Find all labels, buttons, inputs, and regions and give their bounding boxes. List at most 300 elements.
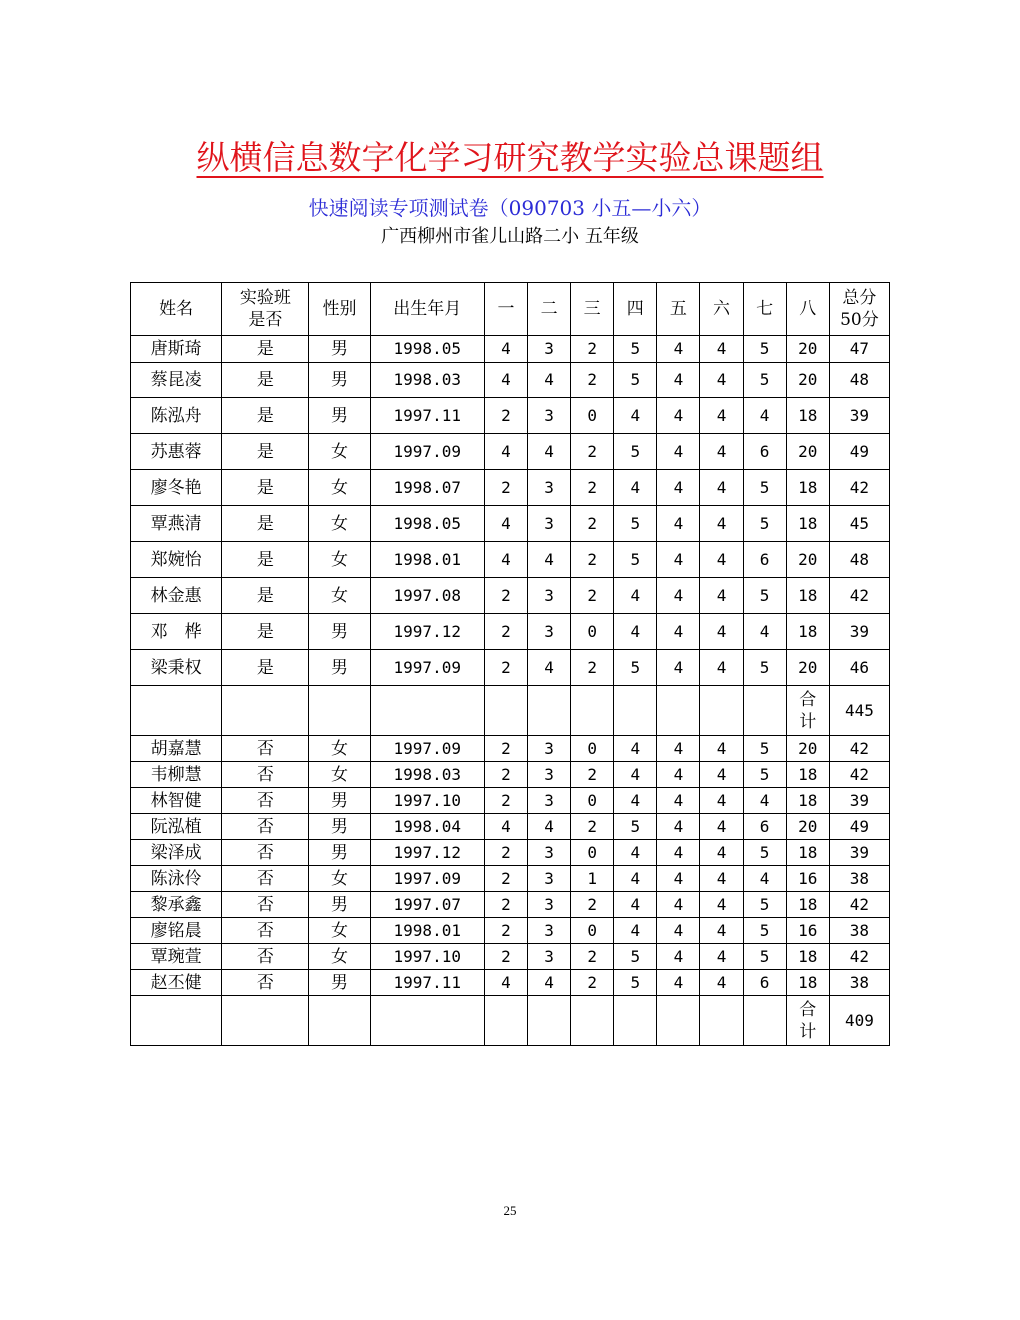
table-cell: 3 — [528, 918, 571, 944]
table-cell: 6 — [743, 814, 786, 840]
table-cell: 4 — [614, 578, 657, 614]
table-cell: 女 — [309, 506, 370, 542]
table-cell: 5 — [743, 840, 786, 866]
table-cell: 38 — [829, 866, 889, 892]
column-header: 一 — [484, 283, 527, 336]
table-row — [131, 336, 890, 363]
table-cell: 6 — [743, 542, 786, 578]
table-cell: 3 — [528, 892, 571, 918]
table-cell: 否 — [222, 892, 309, 918]
table-cell: 20 — [786, 736, 829, 762]
table-cell: 4 — [614, 788, 657, 814]
table-cell: 4 — [700, 434, 743, 470]
table-cell: 2 — [484, 840, 527, 866]
table-cell: 5 — [614, 650, 657, 686]
table-cell: 苏惠蓉 — [131, 434, 222, 470]
table-cell: 男 — [309, 892, 370, 918]
table-cell: 4 — [700, 542, 743, 578]
table-cell: 是 — [222, 434, 309, 470]
table-cell: 4 — [700, 866, 743, 892]
table-cell: 2 — [571, 336, 614, 363]
table-cell: 黎承鑫 — [131, 892, 222, 918]
table-cell: 女 — [309, 736, 370, 762]
table-cell: 4 — [700, 363, 743, 398]
table-cell: 3 — [528, 762, 571, 788]
total-row — [131, 686, 890, 736]
table-cell: 5 — [743, 363, 786, 398]
table-cell: 男 — [309, 336, 370, 363]
table-cell: 4 — [657, 542, 700, 578]
table-cell: 2 — [484, 944, 527, 970]
table-cell: 5 — [614, 506, 657, 542]
table-cell: 4 — [657, 736, 700, 762]
table-cell: 18 — [786, 578, 829, 614]
table-cell: 2 — [484, 788, 527, 814]
table-cell: 4 — [484, 363, 527, 398]
table-body — [131, 336, 890, 1046]
table-cell: 是 — [222, 363, 309, 398]
table-cell: 2 — [484, 398, 527, 434]
empty-cell — [700, 996, 743, 1046]
table-cell: 男 — [309, 650, 370, 686]
table-cell: 否 — [222, 944, 309, 970]
table-cell: 2 — [571, 542, 614, 578]
table-cell: 廖冬艳 — [131, 470, 222, 506]
table-cell: 2 — [484, 918, 527, 944]
table-cell: 赵丕健 — [131, 970, 222, 996]
table-cell: 胡嘉慧 — [131, 736, 222, 762]
empty-cell — [614, 686, 657, 736]
table-cell: 否 — [222, 788, 309, 814]
empty-cell — [222, 686, 309, 736]
table-cell: 是 — [222, 470, 309, 506]
table-cell: 女 — [309, 918, 370, 944]
page-number: 25 — [503, 1203, 517, 1218]
table-cell: 1997.09 — [370, 736, 484, 762]
table-cell: 蔡昆凌 — [131, 363, 222, 398]
table-cell: 女 — [309, 944, 370, 970]
table-cell: 2 — [571, 650, 614, 686]
table-cell: 陈泳伶 — [131, 866, 222, 892]
table-cell: 4 — [484, 814, 527, 840]
table-cell: 是 — [222, 650, 309, 686]
table-cell: 4 — [657, 650, 700, 686]
table-cell: 否 — [222, 970, 309, 996]
table-cell: 18 — [786, 788, 829, 814]
table-cell: 男 — [309, 614, 370, 650]
document-title: 纵横信息数字化学习研究教学实验总课题组 — [196, 138, 824, 177]
table-cell: 4 — [484, 542, 527, 578]
table-cell: 否 — [222, 814, 309, 840]
table-cell: 4 — [700, 970, 743, 996]
empty-cell — [571, 996, 614, 1046]
table-cell: 1997.10 — [370, 788, 484, 814]
table-cell: 42 — [829, 762, 889, 788]
empty-cell — [222, 996, 309, 1046]
table-cell: 3 — [528, 788, 571, 814]
table-cell: 3 — [528, 578, 571, 614]
table-row — [131, 944, 890, 970]
table-cell: 1998.05 — [370, 336, 484, 363]
table-cell: 2 — [484, 892, 527, 918]
table-cell: 男 — [309, 814, 370, 840]
empty-cell — [528, 996, 571, 1046]
table-cell: 20 — [786, 336, 829, 363]
table-cell: 2 — [571, 762, 614, 788]
column-header: 总分 50分 — [829, 283, 889, 336]
table-cell: 否 — [222, 866, 309, 892]
table-cell: 女 — [309, 434, 370, 470]
table-cell: 4 — [614, 866, 657, 892]
table-cell: 否 — [222, 736, 309, 762]
table-cell: 1998.07 — [370, 470, 484, 506]
table-cell: 39 — [829, 840, 889, 866]
table-cell: 16 — [786, 866, 829, 892]
table-cell: 是 — [222, 614, 309, 650]
table-cell: 4 — [657, 506, 700, 542]
column-header: 二 — [528, 283, 571, 336]
table-cell: 男 — [309, 840, 370, 866]
table-cell: 5 — [614, 363, 657, 398]
table-row — [131, 398, 890, 434]
table-cell: 1997.09 — [370, 650, 484, 686]
total-label: 合 计 — [786, 996, 829, 1046]
table-row — [131, 892, 890, 918]
table-cell: 5 — [614, 434, 657, 470]
table-cell: 18 — [786, 840, 829, 866]
table-cell: 49 — [829, 814, 889, 840]
table-cell: 2 — [484, 470, 527, 506]
total-value: 409 — [829, 996, 889, 1046]
empty-cell — [309, 686, 370, 736]
table-cell: 4 — [657, 892, 700, 918]
table-cell: 3 — [528, 944, 571, 970]
table-cell: 4 — [700, 944, 743, 970]
table-cell: 2 — [484, 650, 527, 686]
table-cell: 1998.03 — [370, 762, 484, 788]
table-cell: 1997.09 — [370, 866, 484, 892]
table-cell: 20 — [786, 434, 829, 470]
table-header-row — [131, 283, 890, 336]
table-cell: 5 — [743, 892, 786, 918]
empty-cell — [528, 686, 571, 736]
table-cell: 4 — [528, 363, 571, 398]
table-cell: 4 — [700, 578, 743, 614]
table-cell: 4 — [700, 506, 743, 542]
table-cell: 2 — [571, 434, 614, 470]
table-row — [131, 363, 890, 398]
table-cell: 3 — [528, 470, 571, 506]
table-cell: 阮泓植 — [131, 814, 222, 840]
table-cell: 女 — [309, 762, 370, 788]
table-cell: 2 — [571, 944, 614, 970]
table-cell: 女 — [309, 866, 370, 892]
table-cell: 4 — [657, 470, 700, 506]
column-header: 出生年月 — [370, 283, 484, 336]
table-cell: 4 — [700, 788, 743, 814]
table-cell: 39 — [829, 398, 889, 434]
column-header: 实验班 是否 — [222, 283, 309, 336]
table-cell: 16 — [786, 918, 829, 944]
table-cell: 4 — [528, 814, 571, 840]
table-cell: 4 — [528, 542, 571, 578]
empty-cell — [484, 686, 527, 736]
column-header: 七 — [743, 283, 786, 336]
table-cell: 2 — [571, 470, 614, 506]
table-cell: 4 — [657, 944, 700, 970]
table-cell: 0 — [571, 918, 614, 944]
table-cell: 5 — [743, 918, 786, 944]
empty-cell — [571, 686, 614, 736]
table-cell: 4 — [700, 814, 743, 840]
table-cell: 4 — [700, 840, 743, 866]
table-cell: 0 — [571, 840, 614, 866]
table-cell: 49 — [829, 434, 889, 470]
table-cell: 1 — [571, 866, 614, 892]
table-cell: 5 — [614, 336, 657, 363]
table-cell: 0 — [571, 398, 614, 434]
table-cell: 5 — [743, 762, 786, 788]
table-cell: 覃燕清 — [131, 506, 222, 542]
table-cell: 0 — [571, 736, 614, 762]
table-cell: 4 — [657, 918, 700, 944]
table-cell: 梁泽成 — [131, 840, 222, 866]
table-cell: 5 — [743, 944, 786, 970]
table-cell: 18 — [786, 614, 829, 650]
table-cell: 42 — [829, 892, 889, 918]
table-row — [131, 866, 890, 892]
table-cell: 4 — [700, 736, 743, 762]
table-cell: 1997.12 — [370, 614, 484, 650]
table-cell: 4 — [484, 336, 527, 363]
column-header: 三 — [571, 283, 614, 336]
table-cell: 2 — [571, 506, 614, 542]
table-cell: 5 — [614, 542, 657, 578]
table-cell: 39 — [829, 788, 889, 814]
table-cell: 5 — [614, 814, 657, 840]
table-cell: 2 — [484, 736, 527, 762]
table-cell: 4 — [528, 650, 571, 686]
table-cell: 6 — [743, 434, 786, 470]
score-table — [130, 282, 890, 1046]
table-cell: 1997.07 — [370, 892, 484, 918]
empty-cell — [131, 686, 222, 736]
table-cell: 3 — [528, 840, 571, 866]
table-cell: 42 — [829, 578, 889, 614]
table-cell: 42 — [829, 470, 889, 506]
table-cell: 是 — [222, 578, 309, 614]
table-row — [131, 788, 890, 814]
table-cell: 男 — [309, 970, 370, 996]
table-cell: 3 — [528, 506, 571, 542]
table-cell: 4 — [700, 398, 743, 434]
table-cell: 是 — [222, 398, 309, 434]
table-cell: 女 — [309, 542, 370, 578]
table-cell: 2 — [571, 892, 614, 918]
table-cell: 1998.01 — [370, 542, 484, 578]
table-cell: 4 — [614, 918, 657, 944]
table-cell: 4 — [743, 866, 786, 892]
table-cell: 48 — [829, 363, 889, 398]
table-cell: 4 — [614, 614, 657, 650]
table-cell: 20 — [786, 814, 829, 840]
table-cell: 5 — [743, 736, 786, 762]
table-cell: 5 — [743, 336, 786, 363]
table-cell: 2 — [484, 866, 527, 892]
table-cell: 38 — [829, 918, 889, 944]
column-header: 六 — [700, 283, 743, 336]
table-cell: 4 — [657, 814, 700, 840]
column-header: 四 — [614, 283, 657, 336]
table-cell: 4 — [657, 762, 700, 788]
table-cell: 4 — [484, 506, 527, 542]
table-cell: 4 — [657, 578, 700, 614]
table-cell: 5 — [614, 970, 657, 996]
column-header: 姓名 — [131, 283, 222, 336]
column-header: 八 — [786, 283, 829, 336]
table-cell: 4 — [743, 614, 786, 650]
table-cell: 廖铭晨 — [131, 918, 222, 944]
document-subtitle: 快速阅读专项测试卷（090703 小五—小六） — [308, 196, 712, 220]
table-cell: 女 — [309, 470, 370, 506]
empty-cell — [370, 686, 484, 736]
table-cell: 5 — [614, 944, 657, 970]
table-cell: 4 — [700, 470, 743, 506]
table-cell: 否 — [222, 762, 309, 788]
table-cell: 4 — [657, 970, 700, 996]
table-cell: 3 — [528, 398, 571, 434]
table-cell: 4 — [700, 918, 743, 944]
school-line: 广西柳州市雀儿山路二小 五年级 — [381, 226, 639, 247]
table-cell: 1997.10 — [370, 944, 484, 970]
table-cell: 2 — [571, 363, 614, 398]
table-cell: 3 — [528, 866, 571, 892]
table-cell: 5 — [743, 470, 786, 506]
table-cell: 4 — [743, 788, 786, 814]
table-cell: 2 — [484, 614, 527, 650]
table-cell: 4 — [528, 970, 571, 996]
table-cell: 39 — [829, 614, 889, 650]
table-cell: 18 — [786, 970, 829, 996]
table-cell: 1998.03 — [370, 363, 484, 398]
table-row — [131, 470, 890, 506]
table-cell: 18 — [786, 944, 829, 970]
table-cell: 4 — [484, 434, 527, 470]
table-cell: 20 — [786, 542, 829, 578]
table-row — [131, 840, 890, 866]
table-cell: 否 — [222, 840, 309, 866]
table-row — [131, 814, 890, 840]
table-cell: 5 — [743, 650, 786, 686]
table-cell: 4 — [700, 614, 743, 650]
empty-cell — [370, 996, 484, 1046]
table-cell: 女 — [309, 578, 370, 614]
table-cell: 2 — [571, 970, 614, 996]
table-cell: 20 — [786, 363, 829, 398]
table-cell: 18 — [786, 892, 829, 918]
table-cell: 42 — [829, 736, 889, 762]
table-cell: 2 — [484, 578, 527, 614]
table-cell: 6 — [743, 970, 786, 996]
empty-cell — [743, 686, 786, 736]
table-cell: 4 — [657, 336, 700, 363]
table-cell: 4 — [614, 892, 657, 918]
table-cell: 邓 桦 — [131, 614, 222, 650]
table-cell: 4 — [614, 762, 657, 788]
table-cell: 18 — [786, 470, 829, 506]
table-cell: 48 — [829, 542, 889, 578]
table-cell: 4 — [743, 398, 786, 434]
table-cell: 林金惠 — [131, 578, 222, 614]
table-cell: 韦柳慧 — [131, 762, 222, 788]
table-cell: 1997.12 — [370, 840, 484, 866]
empty-cell — [657, 996, 700, 1046]
table-cell: 4 — [700, 892, 743, 918]
empty-cell — [700, 686, 743, 736]
table-cell: 2 — [571, 578, 614, 614]
table-cell: 否 — [222, 918, 309, 944]
table-cell: 47 — [829, 336, 889, 363]
table-row — [131, 650, 890, 686]
table-cell: 4 — [614, 398, 657, 434]
table-cell: 4 — [528, 434, 571, 470]
table-row — [131, 506, 890, 542]
table-cell: 4 — [614, 470, 657, 506]
table-cell: 4 — [700, 336, 743, 363]
table-row — [131, 736, 890, 762]
table-cell: 1998.04 — [370, 814, 484, 840]
table-cell: 18 — [786, 506, 829, 542]
total-row — [131, 996, 890, 1046]
table-row — [131, 578, 890, 614]
empty-cell — [657, 686, 700, 736]
table-cell: 林智健 — [131, 788, 222, 814]
table-cell: 2 — [571, 814, 614, 840]
table-row — [131, 434, 890, 470]
table-cell: 男 — [309, 363, 370, 398]
table-cell: 2 — [484, 762, 527, 788]
table-cell: 46 — [829, 650, 889, 686]
table-cell: 4 — [657, 434, 700, 470]
table-cell: 4 — [657, 840, 700, 866]
table-cell: 4 — [614, 840, 657, 866]
table-cell: 42 — [829, 944, 889, 970]
table-cell: 18 — [786, 398, 829, 434]
empty-cell — [309, 996, 370, 1046]
table-cell: 4 — [657, 614, 700, 650]
table-cell: 5 — [743, 578, 786, 614]
table-cell: 梁秉权 — [131, 650, 222, 686]
table-cell: 1997.08 — [370, 578, 484, 614]
table-cell: 1998.05 — [370, 506, 484, 542]
table-cell: 覃琬萱 — [131, 944, 222, 970]
table-cell: 0 — [571, 788, 614, 814]
table-cell: 18 — [786, 762, 829, 788]
table-row — [131, 542, 890, 578]
table-row — [131, 970, 890, 996]
table-cell: 4 — [484, 970, 527, 996]
empty-cell — [743, 996, 786, 1046]
table-cell: 男 — [309, 398, 370, 434]
table-row — [131, 918, 890, 944]
table-cell: 4 — [657, 398, 700, 434]
total-value: 445 — [829, 686, 889, 736]
total-label: 合 计 — [786, 686, 829, 736]
table-cell: 4 — [614, 736, 657, 762]
empty-cell — [484, 996, 527, 1046]
table-row — [131, 762, 890, 788]
table-cell: 1997.09 — [370, 434, 484, 470]
